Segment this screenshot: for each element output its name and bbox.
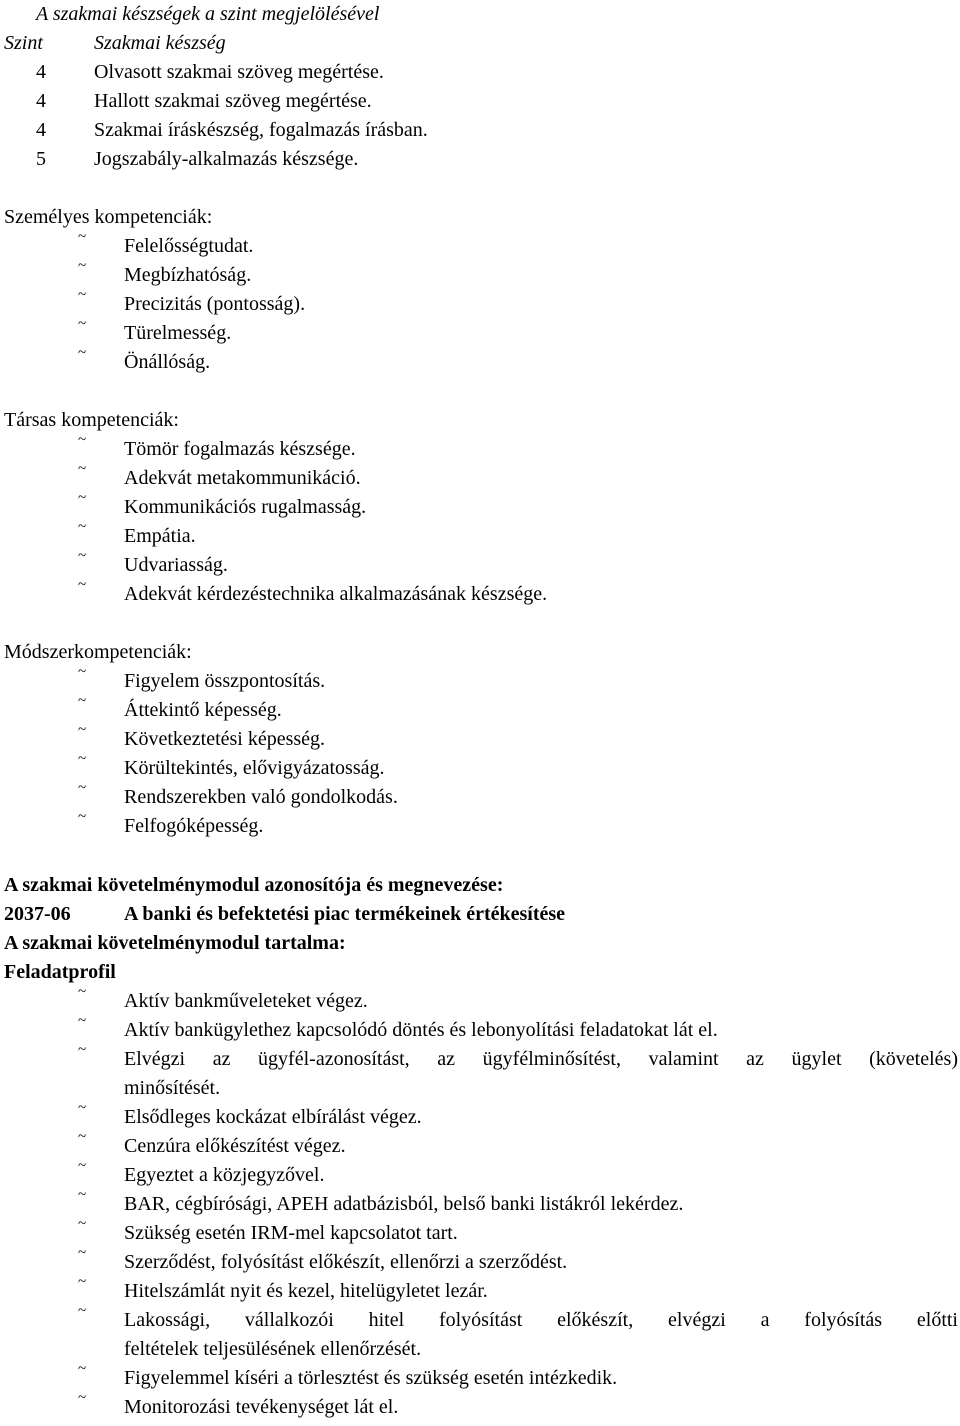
- list-bullet: ~: [78, 577, 87, 593]
- column-header-level: Szint: [4, 32, 43, 54]
- list-bullet: ~: [78, 1100, 87, 1116]
- task-item: Szerződést, folyósítást előkészít, ellenőrzi a szerződést.: [124, 1251, 568, 1273]
- task-item: BAR, cégbírósági, APEH adatbázisból, belső banki listákról lekérdez.: [124, 1193, 684, 1215]
- skill-level: 4: [36, 61, 46, 83]
- task-item: Aktív bankügylethez kapcsolódó döntés és lebonyolítási feladatokat lát el.: [124, 1019, 718, 1041]
- task-item: Cenzúra előkészítést végez.: [124, 1135, 346, 1157]
- list-item: Figyelem összpontosítás.: [124, 670, 326, 692]
- list-item: Türelmesség.: [124, 322, 232, 344]
- list-item: Önállóság.: [124, 351, 211, 373]
- task-item: Hitelszámlát nyit és kezel, hitelügyletet lezár.: [124, 1280, 488, 1302]
- list-bullet: ~: [78, 809, 87, 825]
- list-bullet: ~: [78, 548, 87, 564]
- list-bullet: ~: [78, 1361, 87, 1377]
- list-bullet: ~: [78, 345, 87, 361]
- task-item-continuation: feltételek teljesülésének ellenőrzését.: [124, 1338, 422, 1360]
- task-item: Figyelemmel kíséri a törlesztést és szükség esetén intézkedik.: [124, 1367, 618, 1389]
- list-item: Precizitás (pontosság).: [124, 293, 306, 315]
- task-item: Monitorozási tevékenységet lát el.: [124, 1396, 399, 1418]
- list-item: Empátia.: [124, 525, 196, 547]
- social-competencies-heading: Társas kompetenciák:: [4, 409, 179, 431]
- task-profile-heading: Feladatprofil: [4, 961, 116, 983]
- module-content-heading: A szakmai követelménymodul tartalma:: [4, 932, 346, 954]
- list-bullet: ~: [78, 1390, 87, 1406]
- list-bullet: ~: [78, 258, 87, 274]
- list-bullet: ~: [78, 1013, 87, 1029]
- list-bullet: ~: [78, 490, 87, 506]
- method-competencies-heading: Módszerkompetenciák:: [4, 641, 192, 663]
- task-item: Elsődleges kockázat elbírálást végez.: [124, 1106, 422, 1128]
- list-item: Megbízhatóság.: [124, 264, 252, 286]
- list-bullet: ~: [78, 316, 87, 332]
- list-item: Adekvát kérdezéstechnika alkalmazásának készsége.: [124, 583, 548, 605]
- list-bullet: ~: [78, 1042, 87, 1058]
- list-bullet: ~: [78, 432, 87, 448]
- list-bullet: ~: [78, 1187, 87, 1203]
- list-item: Udvariasság.: [124, 554, 228, 576]
- skill-name: Olvasott szakmai szöveg megértése.: [94, 61, 384, 83]
- list-item: Körültekintés, elővigyázatosság.: [124, 757, 385, 779]
- list-item: Tömör fogalmazás készsége.: [124, 438, 356, 460]
- task-item: Lakossági, vállalkozói hitel folyósítást előkészít, elvégzi a folyósítás előtti: [124, 1309, 958, 1331]
- list-item: Felfogóképesség.: [124, 815, 264, 837]
- list-bullet: ~: [78, 693, 87, 709]
- list-bullet: ~: [78, 1158, 87, 1174]
- list-bullet: ~: [78, 751, 87, 767]
- skill-level: 4: [36, 90, 46, 112]
- personal-competencies-heading: Személyes kompetenciák:: [4, 206, 213, 228]
- skill-name: Hallott szakmai szöveg megértése.: [94, 90, 372, 112]
- list-bullet: ~: [78, 780, 87, 796]
- module-name: A banki és befektetési piac termékeinek értékesítése: [124, 903, 566, 925]
- list-item: Felelősségtudat.: [124, 235, 254, 257]
- task-item: Elvégzi az ügyfél-azonosítást, az ügyfélminősítést, valamint az ügylet (követelés): [124, 1048, 958, 1070]
- skill-level: 5: [36, 148, 46, 170]
- list-bullet: ~: [78, 461, 87, 477]
- list-bullet: ~: [78, 722, 87, 738]
- task-item: Aktív bankműveleteket végez.: [124, 990, 368, 1012]
- list-bullet: ~: [78, 1245, 87, 1261]
- column-header-skill: Szakmai készség: [94, 32, 226, 54]
- skill-level: 4: [36, 119, 46, 141]
- list-bullet: ~: [78, 1274, 87, 1290]
- list-bullet: ~: [78, 664, 87, 680]
- list-bullet: ~: [78, 1303, 87, 1319]
- list-item: Áttekintő képesség.: [124, 699, 282, 721]
- list-bullet: ~: [78, 519, 87, 535]
- skills-table-title: A szakmai készségek a szint megjelölésével: [36, 3, 380, 25]
- list-bullet: ~: [78, 287, 87, 303]
- list-item: Következtetési képesség.: [124, 728, 326, 750]
- list-item: Kommunikációs rugalmasság.: [124, 496, 367, 518]
- list-bullet: ~: [78, 229, 87, 245]
- list-bullet: ~: [78, 984, 87, 1000]
- list-item: Rendszerekben való gondolkodás.: [124, 786, 398, 808]
- task-item: Szükség esetén IRM-mel kapcsolatot tart.: [124, 1222, 458, 1244]
- skill-name: Szakmai íráskészség, fogalmazás írásban.: [94, 119, 428, 141]
- list-bullet: ~: [78, 1216, 87, 1232]
- task-item-continuation: minősítését.: [124, 1077, 221, 1099]
- list-bullet: ~: [78, 1129, 87, 1145]
- list-item: Adekvát metakommunikáció.: [124, 467, 361, 489]
- module-code: 2037-06: [4, 903, 71, 925]
- module-id-heading: A szakmai követelménymodul azonosítója és megnevezése:: [4, 874, 504, 896]
- skill-name: Jogszabály-alkalmazás készsége.: [94, 148, 359, 170]
- task-item: Egyeztet a közjegyzővel.: [124, 1164, 325, 1186]
